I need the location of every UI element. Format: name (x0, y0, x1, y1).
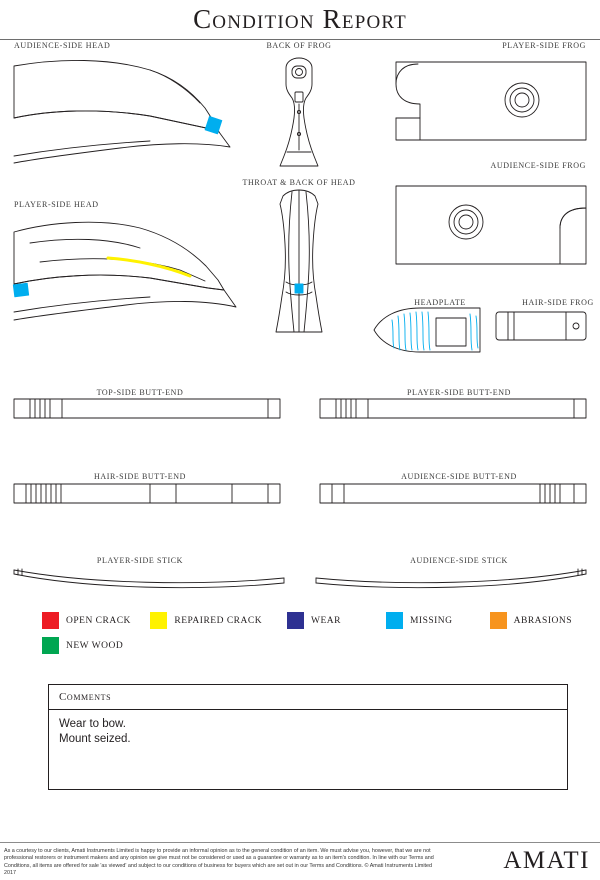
caption-headplate: HEADPLATE (414, 298, 466, 307)
legend-item-open-crack (42, 612, 150, 629)
legend-swatch-open-crack (42, 612, 59, 629)
caption-hair-side-butt-end: HAIR-SIDE BUTT-END (93, 472, 187, 481)
caption-audience-side-stick: AUDIENCE-SIDE STICK (410, 556, 508, 565)
throat-back-of-head-drawing (276, 190, 322, 332)
comments-line-2: Mount seized. (59, 733, 131, 745)
player-side-butt-end-drawing (320, 399, 586, 418)
caption-player-side-butt-end: PLAYER-SIDE BUTT-END (406, 388, 512, 397)
player-side-frog-drawing (396, 62, 586, 140)
legend-swatch-repaired-crack (150, 612, 167, 629)
legend-label-wear: WEAR (311, 615, 341, 626)
audience-side-head-drawing (14, 60, 230, 163)
back-of-frog-drawing (280, 58, 318, 166)
legend (42, 612, 572, 662)
legend-row-1 (42, 612, 572, 629)
caption-top-side-butt-end: TOP-SIDE BUTT-END (96, 388, 184, 397)
audience-side-frog-drawing (396, 186, 586, 264)
caption-hair-side-frog: HAIR-SIDE FROG (522, 298, 594, 307)
page-title: Condition Report (193, 4, 407, 34)
legend-item-abrasions (490, 612, 572, 629)
legend-swatch-missing (386, 612, 403, 629)
comments-heading: Comments (49, 685, 567, 710)
legend-item-wear (287, 612, 386, 629)
comments-line-1: Wear to bow. (59, 718, 126, 730)
brand-logo: AMATI (503, 847, 590, 874)
legend-item-new-wood (42, 637, 123, 654)
audience-side-butt-end-drawing (320, 484, 586, 503)
legend-swatch-wear (287, 612, 304, 629)
legend-swatch-abrasions (490, 612, 507, 629)
legend-label-open-crack: OPEN CRACK (66, 615, 131, 626)
player-side-head-drawing (13, 222, 236, 320)
caption-player-side-stick: PLAYER-SIDE STICK (96, 556, 184, 565)
headplate-drawing (374, 308, 480, 352)
audience-side-stick-drawing (316, 569, 586, 588)
legend-row-2 (42, 637, 572, 654)
legend-item-missing (386, 612, 490, 629)
footer-disclaimer: As a courtesy to our clients, Amati Instruments Limited is happy to provide an informal opinion as to the general condition of an item. We must advise you, however, that we are not professional restorers or instrument makers and any opinion we give must not be considered or used as a guarantee or warranty as to an item's condition. In line with our Terms and Conditions, all items are offered for sale 'as viewed' and subject to our conditions of business for buyers which are set out in our Terms and Conditions. © Amati Instruments Limited 2017 (4, 848, 434, 877)
caption-audience-side-butt-end: AUDIENCE-SIDE BUTT-END (401, 472, 517, 481)
title-divider (0, 39, 600, 40)
caption-player-side-head: PLAYER-SIDE HEAD (14, 200, 99, 209)
caption-audience-side-head: AUDIENCE-SIDE HEAD (14, 41, 111, 50)
comments-body[interactable] (49, 710, 567, 789)
caption-throat-back-of-head: THROAT & BACK OF HEAD (242, 178, 356, 187)
legend-swatch-new-wood (42, 637, 59, 654)
legend-label-missing: MISSING (409, 615, 453, 626)
caption-audience-side-frog: AUDIENCE-SIDE FROG (490, 161, 586, 170)
caption-player-side-frog: PLAYER-SIDE FROG (502, 41, 586, 50)
comments-box (48, 684, 568, 790)
legend-label-new-wood: NEW WOOD (66, 640, 124, 651)
legend-item-repaired-crack (150, 612, 287, 629)
legend-label-repaired-crack: REPAIRED CRACK (174, 615, 263, 626)
hair-side-frog-drawing (496, 312, 586, 340)
legend-label-abrasions: ABRASIONS (513, 615, 572, 626)
player-side-stick-drawing (14, 569, 284, 588)
hair-side-butt-end-drawing (14, 484, 280, 503)
footer (0, 842, 600, 878)
top-side-butt-end-drawing (14, 399, 280, 418)
caption-back-of-frog: BACK OF FROG (266, 41, 332, 50)
